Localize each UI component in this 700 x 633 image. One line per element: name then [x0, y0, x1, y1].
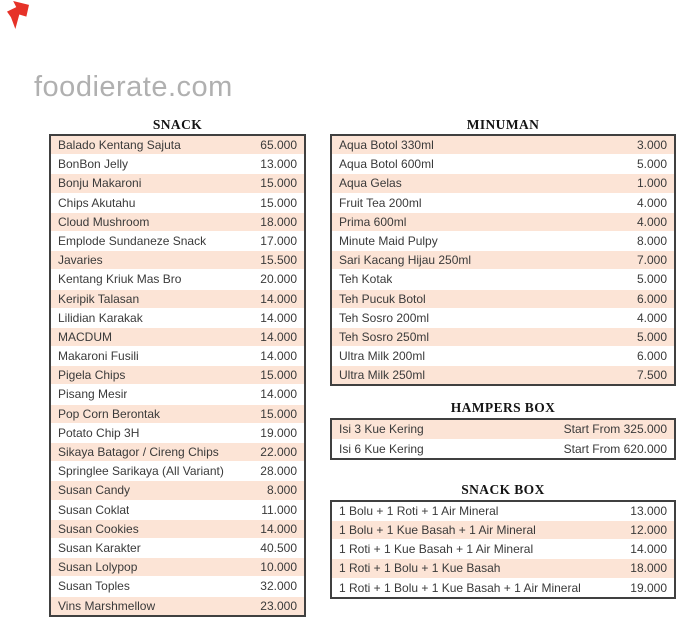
menu-row	[51, 309, 304, 328]
menu-row	[332, 328, 674, 347]
menu-row	[51, 366, 304, 385]
item-price: 15.000	[260, 368, 297, 383]
item-price: 7.500	[636, 368, 667, 383]
item-price: 15.000	[260, 195, 297, 210]
item-name: Teh Pucuk Botol	[339, 291, 426, 306]
item-name: Pigela Chips	[58, 368, 126, 383]
item-price: 14.000	[260, 349, 297, 364]
item-name: Prima 600ml	[339, 214, 407, 229]
item-name: Makaroni Fusili	[58, 349, 139, 364]
item-name: Springlee Sarikaya (All Variant)	[58, 464, 224, 479]
item-price: 13.000	[260, 157, 297, 172]
item-name: Pop Corn Berontak	[58, 406, 161, 421]
menu-row	[332, 521, 674, 540]
menu-row	[51, 558, 304, 577]
item-price: 15.000	[260, 406, 297, 421]
item-price: 15.500	[260, 253, 297, 268]
item-price: 13.000	[630, 503, 667, 518]
menu-row	[51, 155, 304, 174]
item-price: 14.000	[260, 310, 297, 325]
snack-box-section-title: SNACK BOX	[461, 481, 545, 497]
item-name: Ultra Milk 250ml	[339, 368, 426, 383]
menu-row	[51, 501, 304, 520]
item-price: 14.000	[260, 387, 297, 402]
menu-row	[51, 443, 304, 462]
menu-row	[51, 520, 304, 539]
item-price: 23.000	[260, 598, 297, 613]
menu-row	[332, 420, 674, 439]
item-price: 19.000	[260, 425, 297, 440]
item-name: Potato Chip 3H	[58, 425, 140, 440]
item-price: 15.000	[260, 176, 297, 191]
item-price: 8.000	[266, 483, 297, 498]
item-name: Susan Cookies	[58, 521, 139, 536]
item-price: 19.000	[630, 580, 667, 595]
item-name: Susan Lolypop	[58, 560, 138, 575]
item-price: 4.000	[636, 310, 667, 325]
menu-row	[51, 462, 304, 481]
item-name: Susan Toples	[58, 579, 130, 594]
item-name: Fruit Tea 200ml	[339, 195, 422, 210]
item-name: 1 Roti + 1 Bolu + 1 Kue Basah + 1 Air Mineral	[339, 580, 581, 595]
item-price: 14.000	[630, 542, 667, 557]
item-name: 1 Roti + 1 Bolu + 1 Kue Basah	[339, 561, 501, 576]
item-price: 12.000	[630, 523, 667, 537]
item-name: Susan Karakter	[58, 540, 141, 555]
right-column	[330, 117, 676, 599]
item-name: Sari Kacang Hijau 250ml	[339, 253, 472, 268]
menu-row	[51, 251, 304, 270]
item-name: 1 Bolu + 1 Roti + 1 Air Mineral	[339, 503, 499, 518]
menu-row	[332, 251, 674, 270]
item-name: Aqua Botol 600ml	[339, 157, 434, 172]
item-name: Emplode Sundaneze Snack	[58, 233, 207, 248]
menu-row	[51, 577, 304, 596]
item-price: 32.000	[260, 579, 297, 594]
menu-row	[51, 347, 304, 366]
item-name: Teh Sosro 200ml	[339, 310, 430, 325]
menu-row	[51, 597, 304, 615]
menu-row	[332, 347, 674, 366]
menu-row	[332, 309, 674, 328]
menu-row	[51, 405, 304, 424]
menu-row	[332, 540, 674, 559]
item-name: Pisang Mesir	[58, 387, 128, 402]
menu-row	[332, 174, 674, 193]
menu-row	[51, 174, 304, 193]
item-price: 10.000	[260, 560, 297, 575]
item-price: 17.000	[260, 233, 297, 248]
menu-row	[332, 290, 674, 309]
menu-row	[51, 328, 304, 347]
menu-row	[332, 440, 674, 458]
menu-row	[51, 232, 304, 251]
item-price: 3.000	[636, 138, 667, 152]
menu-row	[332, 579, 674, 597]
minuman-table	[330, 134, 676, 386]
menu-row	[51, 194, 304, 213]
item-price: 5.000	[636, 272, 667, 287]
item-name: BonBon Jelly	[58, 157, 129, 172]
item-price: 14.000	[260, 291, 297, 306]
item-name: 1 Bolu + 1 Kue Basah + 1 Air Mineral	[339, 523, 536, 537]
item-name: Keripik Talasan	[58, 291, 140, 306]
menu-row	[51, 290, 304, 309]
menu-row	[332, 559, 674, 578]
watermark: foodierate.com	[34, 71, 233, 103]
item-price: Start From 620.000	[563, 441, 667, 456]
item-price: 5.000	[636, 329, 667, 344]
item-name: Lilidian Karakak	[58, 310, 143, 325]
menu-row	[332, 270, 674, 289]
hampers-box-table	[330, 418, 676, 459]
menu-row	[332, 155, 674, 174]
item-price: 6.000	[636, 291, 667, 306]
item-name: Aqua Gelas	[339, 176, 402, 191]
item-name: MACDUM	[58, 329, 112, 344]
menu-row	[51, 213, 304, 232]
item-name: Vins Marshmellow	[58, 598, 156, 613]
menu-row	[51, 136, 304, 155]
item-price: 1.000	[636, 176, 667, 191]
item-price: 65.000	[260, 138, 297, 152]
snack-section-title: SNACK	[152, 117, 203, 132]
item-price: 28.000	[260, 464, 297, 479]
item-price: Start From 325.000	[563, 422, 667, 437]
item-price: 40.500	[260, 540, 297, 555]
minuman-section-title: MINUMAN	[466, 117, 540, 132]
item-name: Susan Candy	[58, 483, 131, 498]
item-name: Sikaya Batagor / Cireng Chips	[58, 445, 219, 459]
item-name: Susan Coklat	[58, 502, 130, 517]
item-name: Bonju Makaroni	[58, 176, 142, 191]
menu-row	[51, 481, 304, 500]
menu-row	[332, 136, 674, 155]
item-name: Teh Kotak	[339, 272, 393, 287]
snack-column	[49, 117, 306, 617]
item-price: 8.000	[636, 233, 667, 248]
item-price: 18.000	[260, 214, 297, 229]
item-name: Minute Maid Pulpy	[339, 233, 438, 248]
item-name: Javaries	[58, 253, 103, 268]
menu-row	[332, 502, 674, 521]
item-price: 18.000	[630, 561, 667, 576]
hampers-box-section-title: HAMPERS BOX	[450, 400, 556, 416]
item-price: 14.000	[260, 521, 297, 536]
snack-box-table	[330, 500, 676, 599]
menu-row	[332, 366, 674, 384]
item-price: 22.000	[260, 445, 297, 459]
item-price: 14.000	[260, 329, 297, 344]
menu-row	[332, 213, 674, 232]
item-name: Kentang Kriuk Mas Bro	[58, 272, 182, 287]
item-name: Isi 3 Kue Kering	[339, 422, 424, 437]
menu-row	[51, 424, 304, 443]
item-name: 1 Roti + 1 Kue Basah + 1 Air Mineral	[339, 542, 534, 557]
item-price: 6.000	[636, 349, 667, 364]
item-price: 4.000	[636, 195, 667, 210]
item-price: 4.000	[636, 214, 667, 229]
menu-row	[332, 232, 674, 251]
item-name: Chips Akutahu	[58, 195, 136, 210]
item-price: 20.000	[260, 272, 297, 287]
menu-row	[51, 539, 304, 558]
red-corner-mark-icon	[7, 1, 29, 29]
menu-row	[51, 270, 304, 289]
item-name: Balado Kentang Sajuta	[58, 138, 181, 152]
item-price: 11.000	[261, 502, 297, 517]
menu-row	[332, 194, 674, 213]
item-name: Isi 6 Kue Kering	[339, 441, 424, 456]
item-price: 5.000	[636, 157, 667, 172]
item-name: Cloud Mushroom	[58, 214, 150, 229]
item-name: Teh Sosro 250ml	[339, 329, 430, 344]
item-name: Ultra Milk 200ml	[339, 349, 426, 364]
item-price: 7.000	[636, 253, 667, 268]
snack-table	[49, 134, 306, 617]
menu-row	[51, 385, 304, 404]
item-name: Aqua Botol 330ml	[339, 138, 434, 152]
